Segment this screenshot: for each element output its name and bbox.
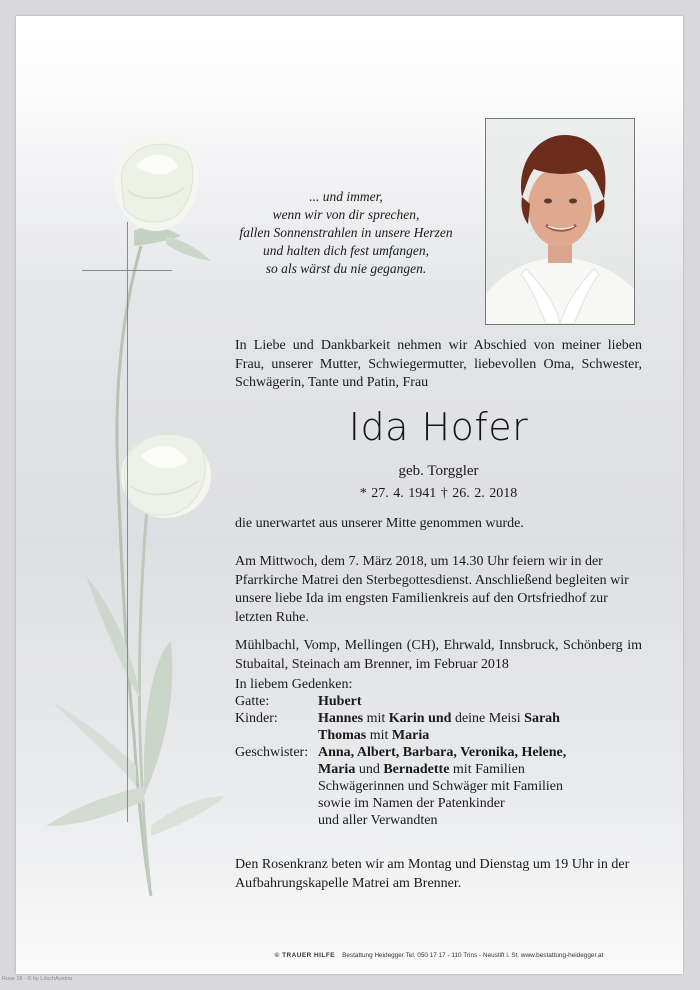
paragraph-places: Mühlbachl, Vomp, Mellingen (CH), Ehrwald, Innsbruck, Schönberg im Stubaital, Steinach am Brenner, im Februar 2018 xyxy=(235,638,642,672)
connector: mit xyxy=(363,711,389,726)
in-laws-line: Schwägerinnen und Schwäger mit Familien xyxy=(318,779,563,794)
paragraph-rosary: Den Rosenkranz beten wir am Montag und Dienstag um 19 Uhr in der Aufbahrungskapelle Matrei am Brenner. xyxy=(235,857,630,891)
footer-contact: Bestattung Heidegger Tel. 050 17 17 - 110 Trins - Neustift i. St. www.bestattung-heidegger.at xyxy=(342,952,604,959)
portrait-photo xyxy=(485,118,635,325)
cross-horizontal xyxy=(82,270,172,271)
connector: und xyxy=(424,711,452,726)
poem-line: fallen Sonnenstrahlen in unsere Herzen xyxy=(239,225,453,240)
mourners-list xyxy=(235,676,642,829)
sibling-name: Bernadette xyxy=(383,762,450,777)
sibling-name: Maria xyxy=(318,762,356,777)
deceased-name: Ida Hofer xyxy=(348,405,529,449)
footer-brand: © TRAUER HILFE xyxy=(274,952,335,959)
godchildren-line: sowie im Namen der Patenkinder xyxy=(318,796,505,811)
paragraph-departure: die unerwartet aus unserer Mitte genommen wurde. xyxy=(235,516,524,531)
connector: und xyxy=(355,762,384,777)
spouse-label: Gatte: xyxy=(235,694,270,709)
grandchild-name: Sarah xyxy=(524,711,560,726)
poem-line: und halten dich fest umfangen, xyxy=(262,243,430,258)
rose-illustration xyxy=(26,136,236,896)
connector: mit xyxy=(366,728,392,743)
siblings-row xyxy=(235,744,642,761)
siblings-names: Anna, Albert, Barbara, Veronika, Helene, xyxy=(318,745,567,760)
poem xyxy=(216,188,476,278)
child-partner: Maria xyxy=(391,728,430,743)
child-name: Hannes xyxy=(318,711,364,726)
life-dates: * 27. 4. 1941 † 26. 2. 2018 xyxy=(359,486,518,501)
birth-name: geb. Torggler xyxy=(398,463,479,479)
memory-heading: In liebem Gedenken: xyxy=(235,677,353,692)
children-label: Kinder: xyxy=(235,711,278,726)
child-partner: Karin xyxy=(388,711,425,726)
siblings-label: Geschwister: xyxy=(235,745,309,760)
intro-text: In Liebe und Dankbarkeit nehmen wir Abschied von meiner lieben Frau, unserer Mutter, Schwiegermutter, liebevollen Oma, Schwester, Schwägerin, Tante und Patin, Frau xyxy=(235,338,642,390)
poem-line: wenn wir von dir sprechen, xyxy=(272,207,420,222)
connector: deine Meisi xyxy=(451,711,525,726)
spouse-name: Hubert xyxy=(318,694,362,709)
connector: mit Familien xyxy=(449,762,525,777)
siblings-row-2 xyxy=(235,761,642,778)
poem-line: so als wärst du nie gegangen. xyxy=(265,261,427,276)
spouse-row xyxy=(235,693,642,710)
cross-vertical xyxy=(127,222,128,822)
footer xyxy=(234,952,644,959)
children-row xyxy=(235,710,642,727)
obituary-card xyxy=(16,16,683,974)
image-credit: Rose 18 - © by LöschAustria xyxy=(2,976,73,982)
children-row-2 xyxy=(235,727,642,744)
relatives-line: und aller Verwandten xyxy=(318,813,438,828)
poem-line: ... und immer, xyxy=(309,189,383,204)
paragraph-funeral: Am Mittwoch, dem 7. März 2018, um 14.30 Uhr feiern wir in der Pfarrkirche Matrei den Sterbegottesdienst. Anschließend begleiten wir unsere liebe Ida im engsten Familienkreis auf den Ortsfriedhof zur letzten Ruhe. xyxy=(235,554,629,625)
child-name: Thomas xyxy=(318,728,367,743)
